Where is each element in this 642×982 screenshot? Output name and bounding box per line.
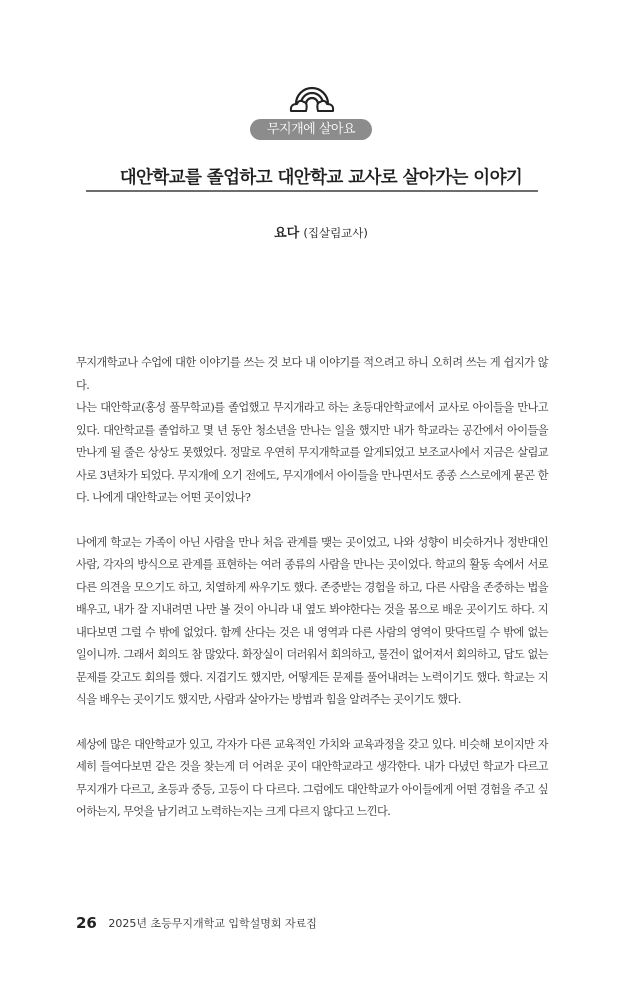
article-body bbox=[76, 352, 548, 824]
rainbow-icon bbox=[288, 84, 336, 114]
section-badge: 무지개에 살아요 bbox=[250, 119, 372, 140]
paragraph-2: 나는 대안학교(홍성 풀무학교)를 졸업했고 무지개라고 하는 초등대안학교에서 교사로 아이들을 만나고 있다. 대안학교를 졸업하고 몇 년 동안 청소년을 만나는 일을 했지만 내가 학교라는 공간에서 아이들을 만나게 될 줄은 상상도 못했었다. 정말로 우연히 무지개학교를 알게되었고 보조교사에서 지금은 살림교사로 3년차가 되었다. 무지개에 오기 전에도, 무지개에서 아이들을 만나면서도 종종 스스로에게 묻곤 한다. 나에게 대안학교는 어떤 곳이었나? bbox=[76, 401, 548, 504]
author-role: (집살림교사) bbox=[303, 226, 368, 240]
paragraph-4: 세상에 많은 대안학교가 있고, 각자가 다른 교육적인 가치와 교육과정을 갖고 있다. 비슷해 보이지만 자세히 들여다보면 같은 것을 찾는게 더 어려운 곳이 대안학교라고 생각한다. 내가 다녔던 학교가 다르고 무지개가 다르고, 초등과 중등, 고등이 다 다르다. 그럼에도 대안학교가 아이들에게 어떤 경험을 주고 싶어하는지, 무엇을 남기려고 노력하는지는 크게 다르지 않다고 느낀다. bbox=[76, 737, 548, 818]
author-line bbox=[0, 222, 642, 241]
author-name: 요다 bbox=[274, 226, 300, 241]
title-underline bbox=[86, 190, 538, 192]
paragraph-1: 무지개학교나 수업에 대한 이야기를 쓰는 것 보다 내 이야기를 적으려고 하니 오히려 쓰는 게 쉽지가 않다. bbox=[76, 356, 548, 392]
page-footer bbox=[76, 914, 317, 932]
page-number: 26 bbox=[76, 914, 97, 932]
publication-title: 2025년 초등무지개학교 입학설명회 자료집 bbox=[108, 917, 317, 930]
article-title: 대안학교를 졸업하고 대안학교 교사로 살아가는 이야기 bbox=[119, 168, 523, 188]
paragraph-3: 나에게 학교는 가족이 아닌 사람을 만나 처음 관계를 맺는 곳이었고, 나와 성향이 비슷하거나 정반대인 사람, 각자의 방식으로 관계를 표현하는 여러 종류의 사람을 만나는 곳이었다. 학교의 활동 속에서 서로 다른 의견을 모으기도 하고, 치열하게 싸우기도 했다. 존중받는 경험을 하고, 다른 사람을 존중하는 법을 배우고, 내가 잘 지내려면 나만 볼 것이 아니라 내 옆도 봐야한다는 것을 몸으로 배운 곳이기도 하다. 지내다보면 그럴 수 밖에 없었다. 함께 산다는 것은 내 영역과 다른 사람의 영역이 맞닥뜨릴 수 밖에 없는 일이니까. 그래서 회의도 참 많았다. 화장실이 더러워서 회의하고, 물건이 없어져서 회의하고, 답도 없는 문제를 갖고도 회의를 했다. 지겹기도 했지만, 어떻게든 문제를 풀어내려는 노력이기도 했다. 학교는 지식을 배우는 곳이기도 했지만, 사람과 살아가는 방법과 힘을 알려주는 곳이기도 했다. bbox=[76, 535, 548, 706]
